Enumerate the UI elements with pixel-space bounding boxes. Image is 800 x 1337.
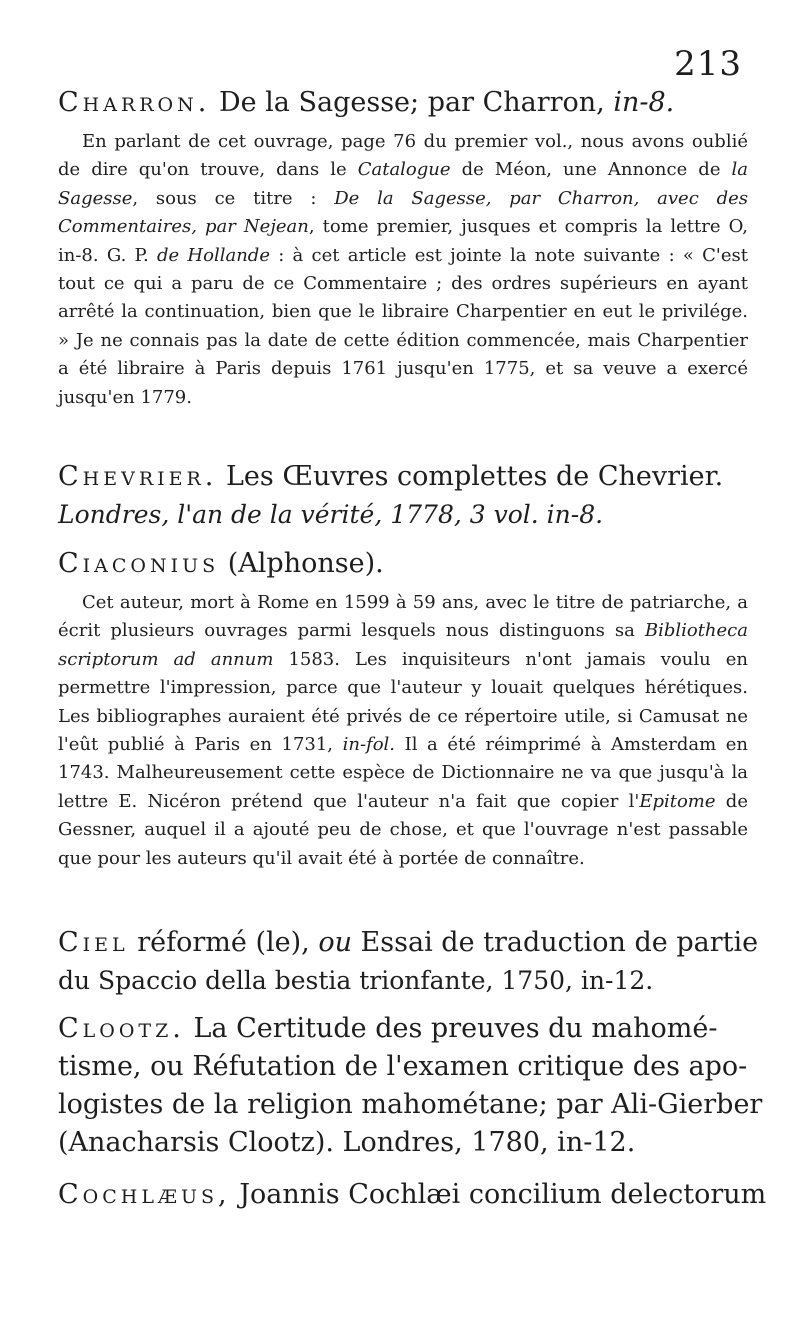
entry-heading: Chevrier. — [58, 461, 218, 492]
entry-headline — [58, 924, 759, 962]
text-run: Il a été réimprimé à Amsterdam en 1743. Malheureusement cette espèce de Dictionnaire ne va que jusqu'à la lettre E. Nicéron prétend que l'auteur n'a fait que copier l' — [58, 734, 748, 812]
text-run: , tome premier, jusques et compris la lettre O, in-8. G. P. — [58, 216, 748, 266]
entry-line: (Anacharsis Clootz). Londres, 1780, in-12. — [58, 1127, 636, 1158]
text-run: En parlant de cet ouvrage, page 76 du premier vol., nous avons oublié de dire qu'on trouve, dans le — [58, 131, 748, 181]
entry-imprint: du Spaccio della bestia trionfante, 1750, in-12. — [58, 966, 654, 995]
entry-title: Les Œuvres complettes de Chevrier. — [225, 461, 724, 492]
entry-body — [58, 128, 748, 412]
entry-format: in-8. — [613, 87, 675, 118]
entry-headline — [58, 84, 748, 122]
entry-heading: Ciaconius — [58, 548, 220, 579]
text-run: , sous ce titre : — [132, 187, 335, 209]
entry-title: De la Sagesse; par Charron, — [218, 87, 614, 118]
entry-title: La Certitude des preuves du mahomé- — [193, 1013, 718, 1044]
page-number: 213 — [674, 44, 742, 84]
text-run: : à cet article est jointe la note suivante : « C'est tout ce qui a paru de ce Commentaire ; des ordres supérieurs en ayant arrêté la continuation, bien que le libraire Charpentier en eut le privilége. » Je ne connais pas la date de cette édition commencée, mais Charpentier a été libraire à Paris depuis 1761 jusqu'en 1775, et sa veuve a exercé jusqu'en 1779. — [58, 244, 748, 408]
entry-line: tisme, ou Réfutation de l'examen critique des apo- — [58, 1051, 748, 1082]
entry-ciel — [58, 924, 759, 1000]
entry-title: Joannis Cochlæi concilium delectorum — [239, 1179, 767, 1210]
entry-headline — [58, 1010, 748, 1048]
entry-charron — [58, 84, 748, 412]
text-run: Cet auteur, mort à Rome en 1599 à 59 ans, avec le titre de patriarche, a écrit plusieurs ouvrages parmi lesquels nous distinguons sa — [58, 592, 748, 642]
entry-imprint: Londres, l'an de la vérité, 1778, 3 vol. in-8. — [58, 500, 604, 529]
entry-title: (Alphonse). — [227, 548, 384, 579]
entry-ciaconius — [58, 545, 748, 873]
entry-headline — [58, 545, 748, 583]
italic-run: Catalogue — [357, 159, 451, 181]
text-run: de Gessner, auquel il a ajouté peu de chose, et que l'ouvrage n'est passable que pour les auteurs qu'il avait été à portée de connaître. — [58, 790, 748, 869]
entry-chevrier — [58, 458, 748, 534]
entry-heading: Ciel — [58, 927, 129, 958]
entry-cochlaeus — [58, 1176, 767, 1214]
italic-run: Epitome — [639, 790, 716, 812]
italic-run: Bibliotheca scriptorum ad annum — [58, 620, 748, 670]
entry-heading: Clootz. — [58, 1013, 185, 1044]
text-run: de Méon, une Annonce de — [450, 159, 732, 181]
entry-clootz — [58, 1010, 763, 1162]
entry-heading: Cochlæus, — [58, 1179, 231, 1210]
text-run: 1583. Les inquisiteurs n'ont jamais voulu en permettre l'impression, parce que l'auteur y louait quelques hérétiques. Les bibliographes auraient été privés de ce répertoire utile, si Camusat ne l'eût publié à Paris en 1731, — [58, 648, 748, 756]
entry-body — [58, 589, 748, 873]
entry-line: logistes de la religion mahométane; par Ali-Gierber — [58, 1089, 763, 1120]
entry-title: réformé (le), — [137, 927, 319, 958]
entry-heading: Charron. — [58, 87, 211, 118]
italic-run: la Sagesse — [58, 159, 748, 209]
entry-title-rest: Essai de traduction de partie — [351, 927, 759, 958]
italic-run: De la Sagesse, par Charron, avec des Commentaires, par Nejean — [58, 187, 748, 238]
entry-headline — [58, 458, 748, 496]
entry-title-italic: ou — [318, 927, 352, 958]
italic-run: de Hollande — [157, 244, 270, 266]
italic-run: in-fol. — [342, 734, 396, 756]
entry-headline — [58, 1176, 767, 1214]
